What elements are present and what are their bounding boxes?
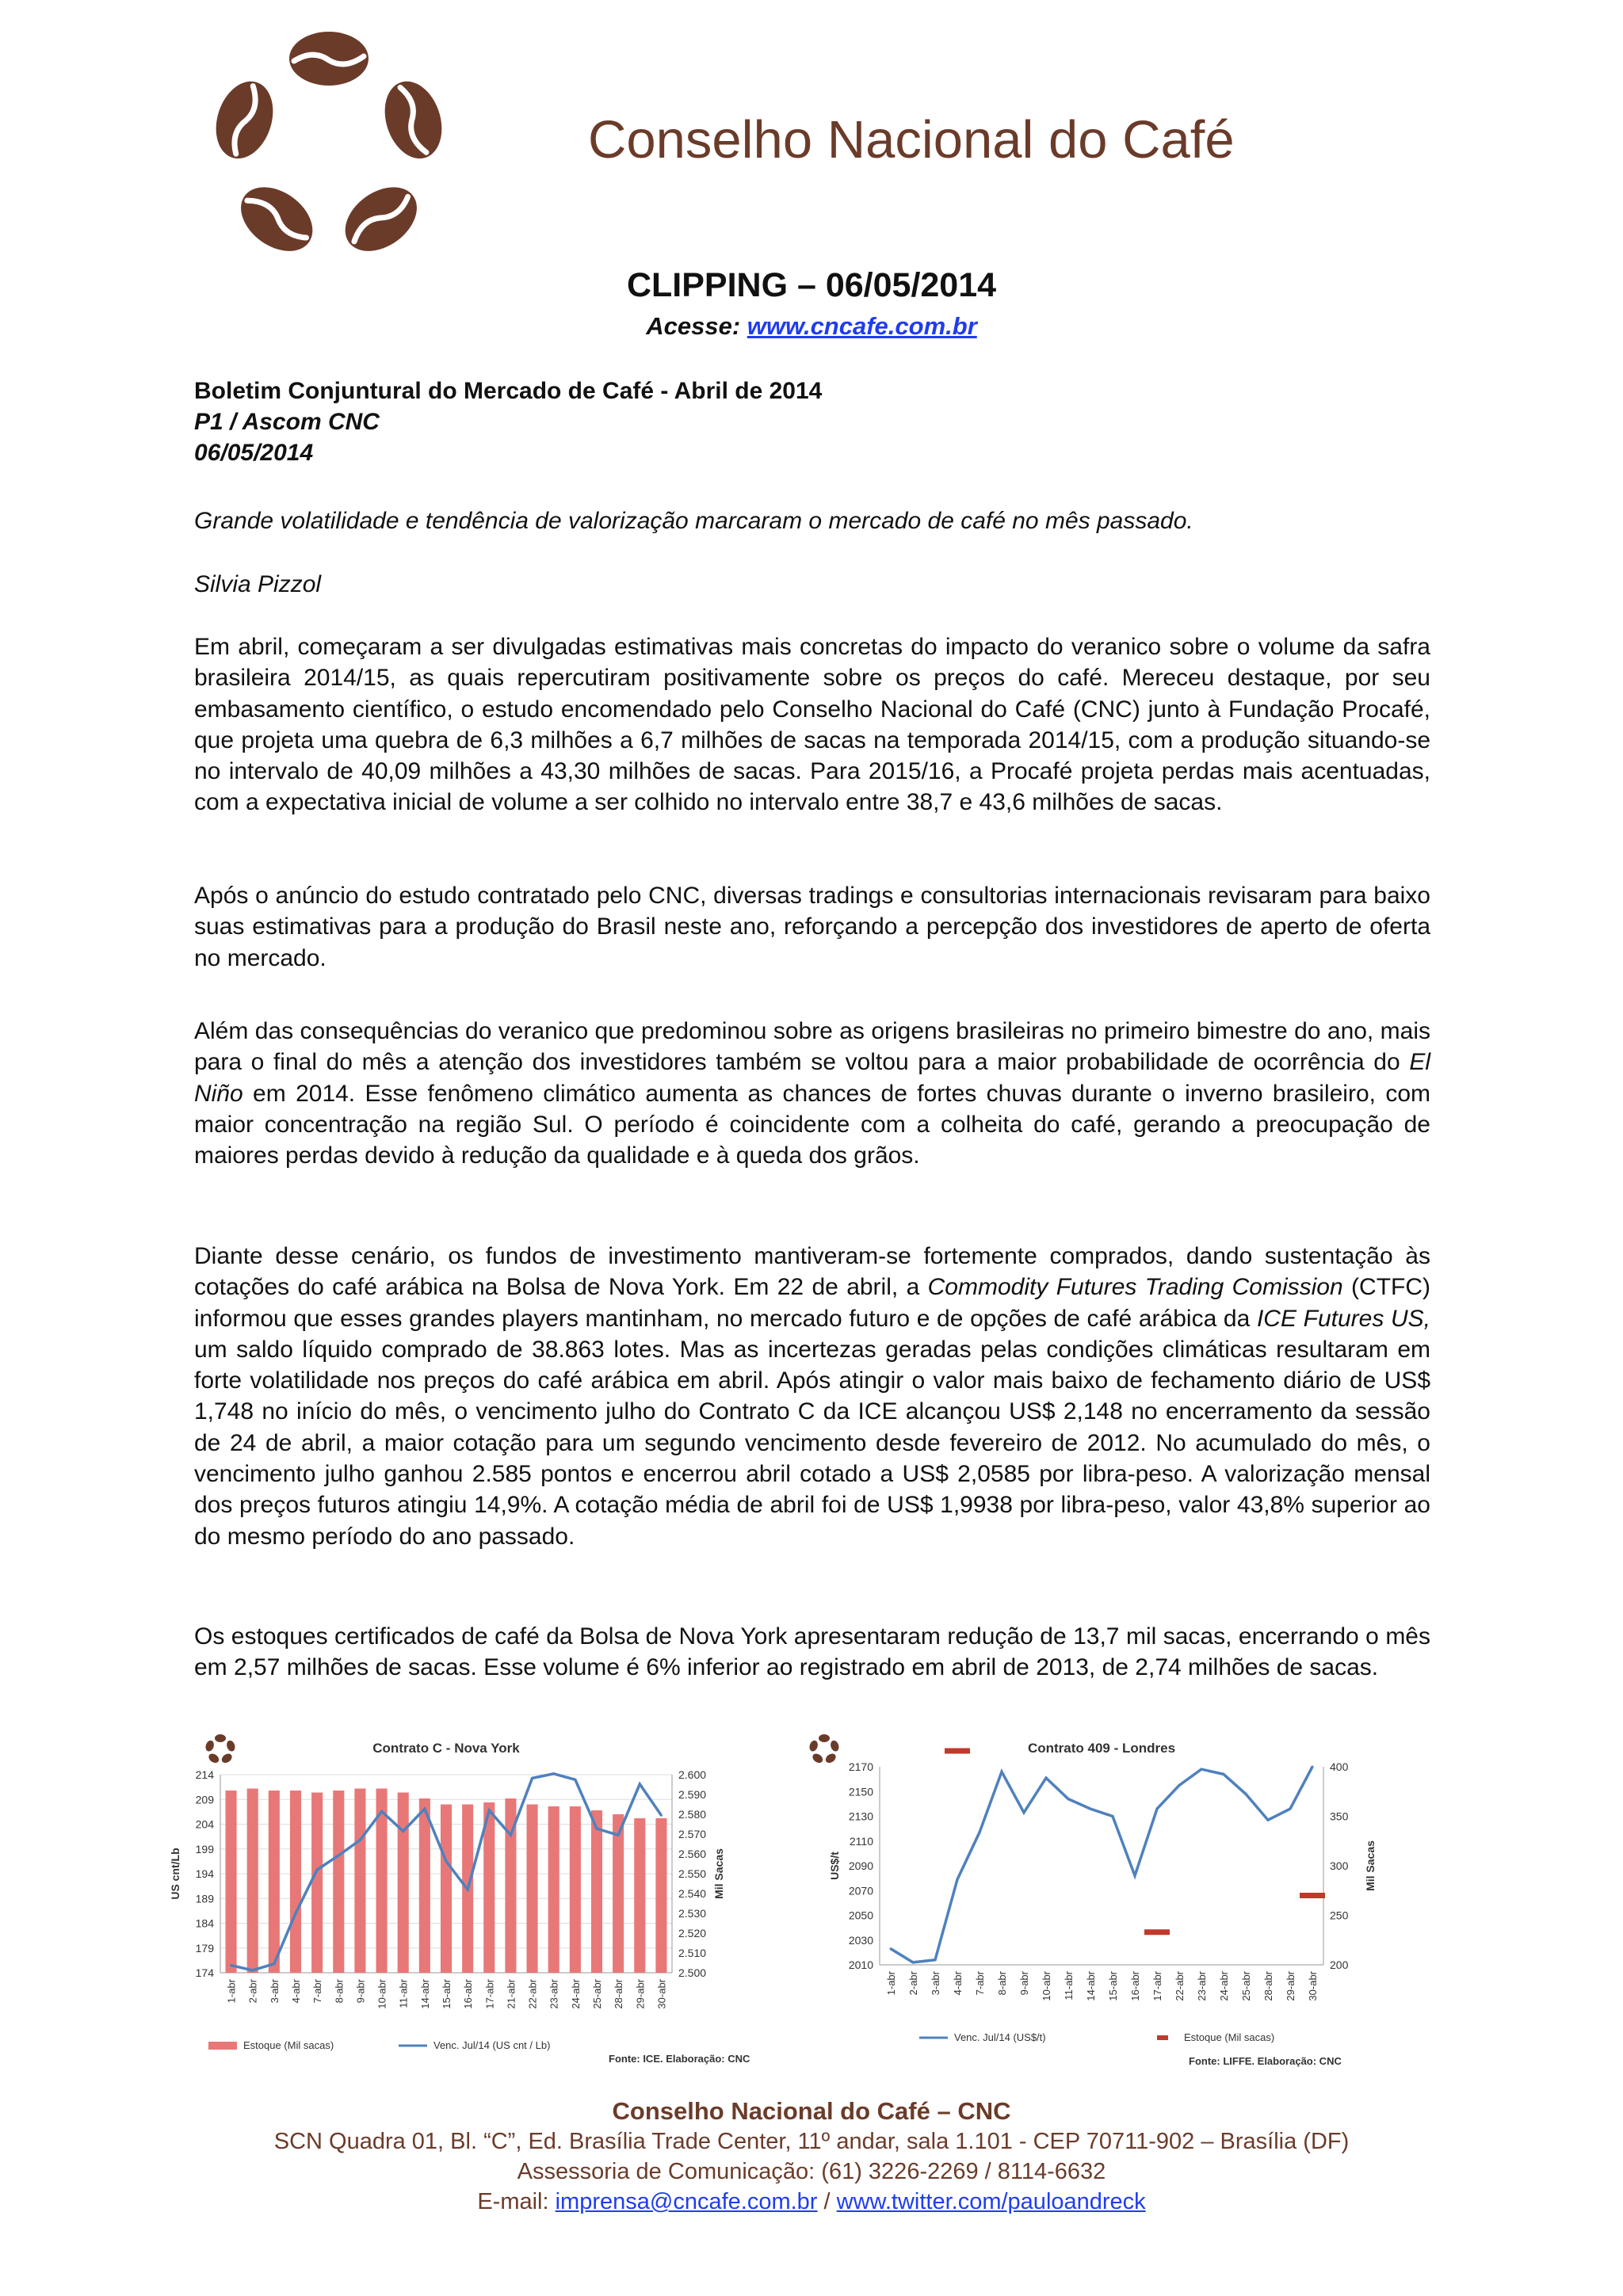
- y-tick-right: 250: [1330, 1909, 1349, 1922]
- bar: [354, 1789, 365, 1974]
- org-title: Conselho Nacional do Café: [588, 110, 1235, 170]
- x-tick-label: 23-abr: [548, 1979, 560, 2009]
- y-tick-left: 204: [195, 1817, 214, 1831]
- x-tick-label: 2-abr: [246, 1979, 259, 2004]
- y-tick-right: 200: [1330, 1958, 1349, 1971]
- series-line: [891, 1767, 1312, 1962]
- bar: [634, 1818, 645, 1973]
- x-tick-label: 15-abr: [1107, 1971, 1119, 2001]
- x-tick-label: 23-abr: [1196, 1971, 1208, 2001]
- line-point: [1223, 1773, 1225, 1775]
- x-tick-label: 25-abr: [1240, 1971, 1252, 2001]
- line-point: [1001, 1771, 1003, 1773]
- bar: [441, 1805, 452, 1974]
- y-tick-right: 2.520: [678, 1927, 707, 1939]
- y-tick-right: 2.540: [678, 1887, 707, 1900]
- x-tick-label: 24-abr: [569, 1979, 582, 2009]
- y-tick-left: 2050: [848, 1909, 873, 1922]
- article-date: 06/05/2014: [194, 440, 314, 466]
- y-tick-left: 2070: [848, 1884, 873, 1897]
- legend-label: Estoque (Mil sacas): [243, 2039, 334, 2051]
- legend-swatch: [1157, 2035, 1168, 2040]
- article-source: P1 / Ascom CNC: [194, 409, 380, 435]
- mini-bean: [225, 1739, 236, 1752]
- coffee-bean-icon: [376, 74, 452, 166]
- clipping-title: CLIPPING – 06/05/2014: [626, 266, 997, 304]
- bar: [613, 1814, 624, 1973]
- bar: [655, 1818, 666, 1973]
- x-tick-label: 22-abr: [1174, 1971, 1186, 2001]
- access-line: [0, 312, 1623, 341]
- p4-part-a: Diante desse cenário, os fundos de investimento mantiveram-se fortemente comprados, dando sustentação às cotações do café arábica na Bolsa de Nova York. Em 22 de abril, a: [194, 1243, 1430, 1301]
- y-tick-left: 214: [195, 1768, 214, 1781]
- bar: [570, 1806, 581, 1973]
- line-point: [1178, 1784, 1181, 1787]
- line-point: [912, 1961, 915, 1963]
- x-tick-label: 29-abr: [1285, 1971, 1296, 2001]
- line-point: [1112, 1815, 1114, 1817]
- x-tick-label: 4-abr: [952, 1971, 964, 1996]
- legend-label: Venc. Jul/14 (US$/t): [954, 2031, 1046, 2043]
- chart-source: Fonte: ICE. Elaboração: CNC: [609, 2053, 750, 2065]
- line-point: [251, 1969, 254, 1971]
- x-tick-label: 9-abr: [1018, 1971, 1030, 1996]
- bar: [290, 1791, 301, 1973]
- mini-bean: [829, 1739, 840, 1752]
- line-point: [380, 1810, 383, 1813]
- mini-bean: [204, 1739, 216, 1752]
- cnc-logo: [202, 21, 456, 278]
- line-point: [934, 1958, 937, 1961]
- mini-bean: [207, 1752, 220, 1764]
- line-point: [402, 1830, 404, 1833]
- access-label: Acesse:: [646, 312, 747, 340]
- y-tick-left: 184: [195, 1917, 214, 1930]
- line-point: [510, 1834, 512, 1836]
- y-tick-right: 2.500: [678, 1966, 707, 1979]
- line-point: [1067, 1798, 1070, 1800]
- bar: [226, 1791, 237, 1973]
- line-point: [273, 1962, 275, 1965]
- x-tick-label: 28-abr: [613, 1979, 625, 2009]
- x-tick-label: 16-abr: [1129, 1971, 1141, 2001]
- paragraph-5: Os estoques certificados de café da Bolsa de Nova York apresentaram redução de 13,7 mil sacas, encerrando o mês em 2,57 milhões de sacas. Esse volume é 6% inferior ao registrado em abril de 2013, de 2,74 milhões de sacas.: [194, 1623, 1430, 1681]
- coffee-bean-icon: [289, 32, 369, 86]
- y-tick-left: 194: [195, 1867, 214, 1880]
- mini-bean: [215, 1734, 226, 1742]
- footer-title: Conselho Nacional do Café – CNC: [612, 2097, 1011, 2125]
- y-tick-left: 2150: [848, 1785, 873, 1798]
- paragraph-1: Em abril, começaram a ser divulgadas estimativas mais concretas do impacto do veranico sobre o volume da safra brasileira 2014/15, as quais repercutiram positivamente sobre os preços do café. Mereceu destaque, por seu embasamento científico, o estudo encomendado pelo Conselho Nacional do Café (CNC) junto à Fundação Procafé, que projeta uma quebra de 6,3 milhões a 6,7 milhões de sacas na temporada 2014/15, com a produção situando-se no intervalo de 40,09 milhões a 43,30 milhões de sacas. Para 2015/16, a Procafé projeta perdas mais acentuadas, com a expectativa inicial de volume a ser colhido no intervalo entre 38,7 e 43,6 milhões de sacas.: [194, 634, 1430, 816]
- marker-point: [945, 1749, 970, 1754]
- mini-bean: [819, 1734, 830, 1742]
- y-tick-left: 2090: [848, 1859, 873, 1872]
- x-tick-label: 4-abr: [290, 1979, 302, 2004]
- line-point: [230, 1964, 232, 1966]
- p3-part-b: em 2014. Esse fenômeno climático aumenta as chances de fortes chuvas durante o inverno brasileiro, com maior concentração na região Sul. O período é coincidente com a colheita do café, gerando a preocupação de maiores perdas devido à redução da qualidade e à queda dos grãos.: [194, 1080, 1430, 1169]
- line-point: [423, 1808, 426, 1810]
- line-point: [1156, 1808, 1159, 1810]
- x-tick-label: 14-abr: [1085, 1971, 1097, 2001]
- y-axis-title-left: US$/t: [828, 1852, 841, 1880]
- chart-source: Fonte: LIFFE. Elaboração: CNC: [1189, 2055, 1342, 2067]
- footer-phone: Assessoria de Comunicação: (61) 3226-2269 / 8114-6632: [517, 2159, 1106, 2184]
- x-tick-label: 11-abr: [397, 1979, 410, 2008]
- x-tick-label: 7-abr: [974, 1971, 986, 1996]
- p4-emphasis-2: ICE Futures US,: [1256, 1305, 1430, 1332]
- y-tick-left: 2030: [848, 1933, 873, 1947]
- mini-bean: [808, 1739, 819, 1752]
- bar: [419, 1798, 430, 1973]
- bar: [527, 1805, 538, 1974]
- line-point: [359, 1839, 361, 1841]
- y-tick-right: 2.600: [678, 1768, 707, 1781]
- footer-address: SCN Quadra 01, Bl. “C”, Ed. Brasília Trade Center, 11º andar, sala 1.101 - CEP 70711-902 – Brasília (DF): [273, 2129, 1350, 2154]
- p3-emphasis: El Niño: [194, 1049, 1430, 1107]
- line-point: [1267, 1819, 1270, 1821]
- legend-label: Estoque (Mil sacas): [1184, 2031, 1275, 2043]
- y-tick-left: 2170: [848, 1760, 873, 1773]
- mini-bean: [824, 1752, 838, 1764]
- footer: [0, 2096, 1623, 2217]
- p3-part-a: Além das consequências do veranico que predominou sobre as origens brasileiras no primeiro bimestre do ano, mais para o final do mês a atenção dos investidores também se voltou para a maior probabilidade de ocorrência do: [194, 1018, 1430, 1076]
- x-tick-label: 8-abr: [996, 1971, 1008, 1996]
- y-tick-right: 2.510: [678, 1947, 707, 1959]
- y-tick-left: 174: [195, 1966, 214, 1979]
- coffee-bean-icon: [229, 174, 325, 265]
- bar: [591, 1810, 602, 1973]
- footer-contacts: [0, 2187, 1623, 2217]
- coffee-bean-icon: [207, 74, 283, 166]
- line-point: [1201, 1768, 1203, 1771]
- article-title: Boletim Conjuntural do Mercado de Café - Abril de 2014: [194, 378, 823, 404]
- x-tick-label: 25-abr: [591, 1979, 603, 2009]
- x-tick-label: 1-abr: [225, 1979, 238, 2004]
- email-label: E-mail:: [477, 2189, 556, 2214]
- line-point: [316, 1869, 319, 1871]
- paragraph-2: Após o anúncio do estudo contratado pelo CNC, diversas tradings e consultorias internacionais revisaram para baixo suas estimativas para a produção do Brasil neste ano, reforçando a percepção dos investidores de aperto de oferta no mercado.: [194, 883, 1430, 971]
- line-point: [1134, 1875, 1136, 1877]
- x-tick-label: 28-abr: [1262, 1971, 1274, 2001]
- y-tick-right: 400: [1330, 1760, 1349, 1773]
- legend-swatch: [208, 2042, 237, 2050]
- line-point: [552, 1772, 555, 1775]
- x-tick-label: 15-abr: [441, 1979, 453, 2009]
- y-tick-left: 2010: [848, 1958, 873, 1971]
- p4-emphasis-1: Commodity Futures Trading Comission: [927, 1274, 1343, 1301]
- x-tick-label: 29-abr: [634, 1979, 647, 2009]
- chart-nova-york: [169, 1726, 799, 2074]
- x-tick-label: 3-abr: [930, 1971, 941, 1996]
- y-tick-left: 2130: [848, 1810, 873, 1823]
- line-point: [660, 1814, 663, 1817]
- x-tick-label: 11-abr: [1063, 1971, 1075, 2000]
- article-author: Silvia Pizzol: [194, 571, 322, 597]
- x-tick-label: 10-abr: [1041, 1971, 1052, 2001]
- y-tick-right: 2.580: [678, 1808, 707, 1821]
- line-point: [890, 1947, 892, 1950]
- y-tick-right: 2.570: [678, 1828, 707, 1840]
- email-link[interactable]: imprensa@cncafe.com.br: [555, 2189, 818, 2214]
- y-axis-title-right: Mil Sacas: [712, 1848, 725, 1899]
- article-lead: Grande volatilidade e tendência de valorização marcaram o mercado de café no mês passado.: [194, 508, 1193, 534]
- x-tick-label: 8-abr: [333, 1979, 346, 2004]
- bar: [269, 1791, 280, 1973]
- bar: [548, 1806, 559, 1973]
- site-link[interactable]: www.cncafe.com.br: [747, 312, 977, 340]
- mini-bean: [220, 1752, 234, 1764]
- x-tick-label: 14-abr: [418, 1979, 431, 2009]
- y-tick-left: 189: [195, 1892, 214, 1905]
- line-point: [467, 1889, 469, 1891]
- line-point: [445, 1860, 448, 1863]
- chart-title: Contrato 409 - Londres: [1027, 1741, 1176, 1756]
- footer-separator: /: [817, 2189, 837, 2214]
- x-tick-label: 24-abr: [1218, 1971, 1230, 2001]
- y-tick-left: 199: [195, 1842, 214, 1855]
- p4-part-b: (CTFC) informou que esses grandes players mantinham, no mercado futuro e de opções de café arábica da: [194, 1274, 1430, 1332]
- y-tick-right: 2.560: [678, 1848, 707, 1860]
- mini-bean: [811, 1752, 824, 1764]
- paragraph-4: [194, 1241, 1430, 1552]
- y-axis-title-left: US cnt/Lb: [169, 1848, 181, 1900]
- line-point: [617, 1834, 620, 1836]
- chart-londres: [800, 1726, 1403, 2074]
- y-tick-right: 2.590: [678, 1788, 707, 1801]
- twitter-link[interactable]: www.twitter.com/pauloandreck: [836, 2189, 1146, 2214]
- x-tick-label: 30-abr: [655, 1979, 668, 2009]
- line-point: [1289, 1808, 1292, 1810]
- line-point: [338, 1854, 340, 1856]
- marker-point: [1144, 1929, 1170, 1935]
- marker-point: [1300, 1893, 1325, 1898]
- y-tick-right: 350: [1330, 1810, 1349, 1823]
- x-tick-label: 7-abr: [311, 1979, 324, 2004]
- legend-label: Venc. Jul/14 (US cnt / Lb): [433, 2039, 551, 2051]
- y-tick-left: 2110: [849, 1834, 873, 1848]
- p4-part-c: um saldo líquido comprado de 38.863 lotes. Mas as incertezas geradas pelas condições climáticas resultaram em forte volatilidade nos preços do café arábica em abril. Após atingir o valor mais baixo de fechamento diário de US$ 1,748 no início do mês, o vencimento julho do Contrato C da ICE alcançou US$ 2,148 no encerramento da sessão de 24 de abril, a maior cotação para um segundo vencimento desde fevereiro de 2012. No acumulado do mês, o vencimento julho ganhou 2.585 pontos e encerrou abril cotado a US$ 2,0585 por libra-peso. A valorização mensal dos preços futuros atingiu 14,9%. A cotação média de abril foi de US$ 1,9938 por libra-peso, valor 43,8% superior ao do mesmo período do ano passado.: [194, 1336, 1430, 1550]
- y-tick-left: 179: [195, 1941, 214, 1955]
- y-tick-left: 209: [195, 1793, 214, 1806]
- x-tick-label: 22-abr: [526, 1979, 539, 2009]
- mini-logo-icon: [808, 1734, 840, 1764]
- line-point: [1312, 1766, 1314, 1768]
- coffee-bean-icon: [333, 174, 429, 265]
- mini-logo-icon: [204, 1734, 236, 1764]
- y-axis-title-right: Mil Sacas: [1364, 1840, 1377, 1891]
- line-point: [1090, 1808, 1092, 1810]
- line-point: [1045, 1777, 1048, 1779]
- bar: [333, 1791, 344, 1973]
- line-point: [295, 1913, 297, 1915]
- line-point: [531, 1777, 533, 1779]
- y-tick-right: 2.550: [678, 1867, 707, 1880]
- x-tick-label: 17-abr: [1151, 1971, 1163, 2001]
- x-tick-label: 16-abr: [462, 1979, 475, 2009]
- line-point: [1023, 1811, 1025, 1814]
- line-point: [957, 1878, 959, 1881]
- bar: [398, 1793, 409, 1974]
- bar: [247, 1789, 258, 1974]
- chart-title: Contrato C - Nova York: [372, 1741, 520, 1756]
- x-tick-label: 30-abr: [1307, 1971, 1319, 2001]
- x-tick-label: 17-abr: [483, 1979, 496, 2009]
- bar: [311, 1793, 323, 1974]
- y-tick-right: 300: [1330, 1859, 1349, 1872]
- x-tick-label: 9-abr: [354, 1979, 367, 2004]
- line-point: [1245, 1793, 1247, 1795]
- x-tick-label: 1-abr: [885, 1971, 897, 1996]
- paragraph-3: [194, 1016, 1430, 1171]
- y-tick-right: 2.530: [678, 1907, 707, 1920]
- x-tick-label: 10-abr: [376, 1979, 388, 2009]
- line-point: [488, 1810, 491, 1812]
- line-point: [979, 1831, 981, 1833]
- line-point: [574, 1779, 576, 1781]
- x-tick-label: 2-abr: [907, 1971, 919, 1996]
- line-point: [596, 1828, 598, 1830]
- line-point: [639, 1783, 641, 1785]
- x-tick-label: 21-abr: [505, 1979, 517, 2009]
- x-tick-label: 3-abr: [268, 1979, 281, 2004]
